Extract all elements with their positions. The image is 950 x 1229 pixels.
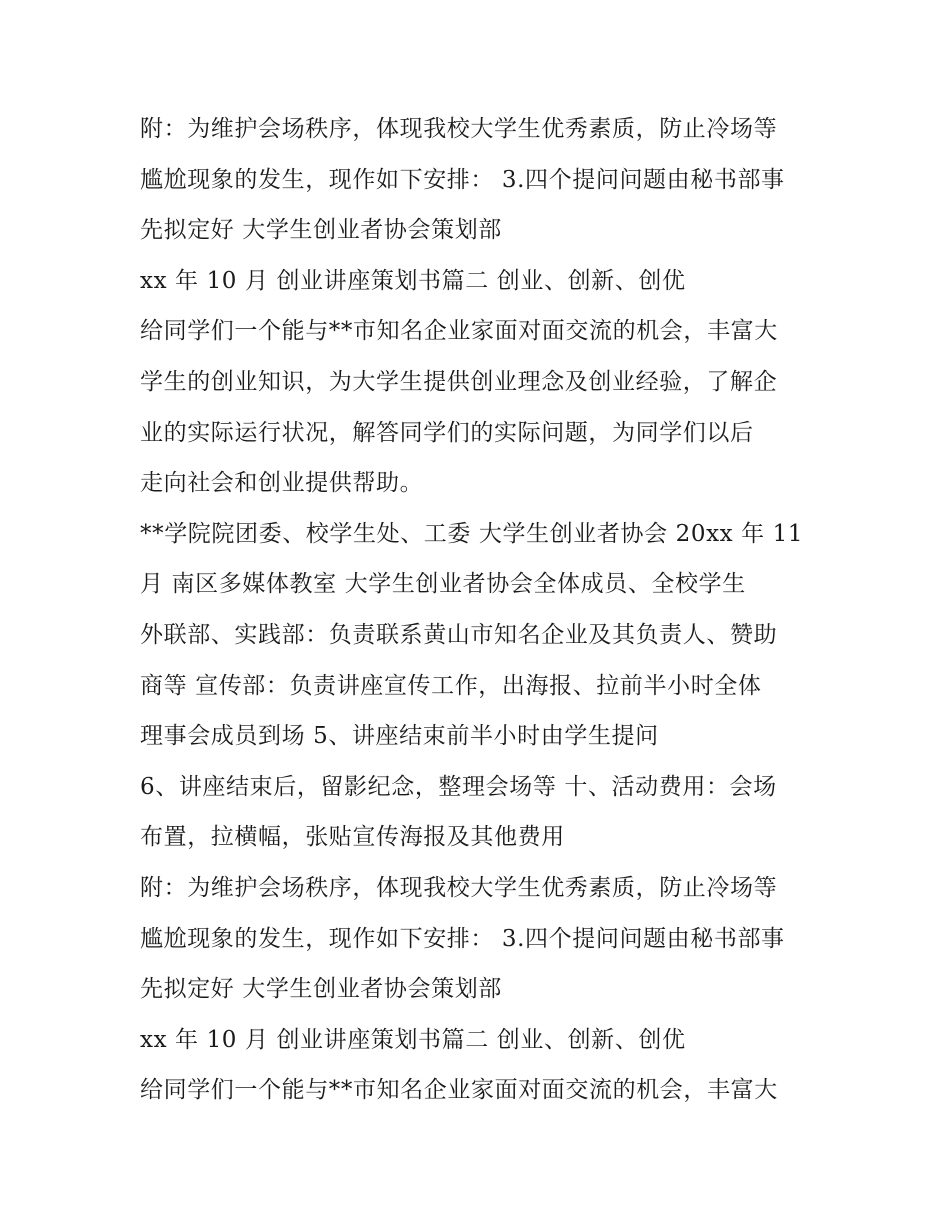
text-line: 给同学们一个能与**市知名企业家面对面交流的机会，丰富大	[140, 1077, 778, 1104]
text-line: 先拟定好 大学生创业者协会策划部	[140, 217, 502, 244]
text-line: 布置，拉横幅，张贴宣传海报及其他费用	[140, 824, 565, 851]
text-line: xx 年 10 月 创业讲座策划书篇二 创业、创新、创优	[140, 267, 686, 294]
text-line: 走向社会和创业提供帮助。	[140, 470, 424, 497]
text-line: xx 年 10 月 创业讲座策划书篇二 创业、创新、创优	[140, 1026, 686, 1053]
text-line: 附：为维护会场秩序，体现我校大学生优秀素质，防止冷场等	[140, 874, 778, 901]
text-line: 尴尬现象的发生，现作如下安排： 3.四个提问问题由秘书部事	[140, 925, 785, 952]
text-line: 先拟定好 大学生创业者协会策划部	[140, 976, 502, 1003]
text-line: 业的实际运行状况，解答同学们的实际问题，为同学们以后	[140, 419, 754, 446]
document-body	[140, 104, 840, 1116]
text-line: **学院院团委、校学生处、工委 大学生创业者协会 20xx 年 11	[140, 520, 804, 547]
text-line: 给同学们一个能与**市知名企业家面对面交流的机会，丰富大	[140, 318, 778, 345]
text-line: 月 南区多媒体教室 大学生创业者协会全体成员、全校学生	[140, 571, 746, 598]
text-line: 商等 宣传部：负责讲座宣传工作，出海报、拉前半小时全体	[140, 672, 762, 699]
text-line: 附：为维护会场秩序，体现我校大学生优秀素质，防止冷场等	[140, 116, 778, 142]
text-line: 尴尬现象的发生，现作如下安排： 3.四个提问问题由秘书部事	[140, 166, 785, 193]
text-line: 理事会成员到场 5、讲座结束前半小时由学生提问	[140, 723, 659, 750]
text-line: 6、讲座结束后，留影纪念，整理会场等 十、活动费用：会场	[140, 773, 777, 800]
text-line: 外联部、实践部：负责联系黄山市知名企业及其负责人、赞助	[140, 621, 778, 648]
text-line: 学生的创业知识，为大学生提供创业理念及创业经验，了解企	[140, 368, 778, 395]
